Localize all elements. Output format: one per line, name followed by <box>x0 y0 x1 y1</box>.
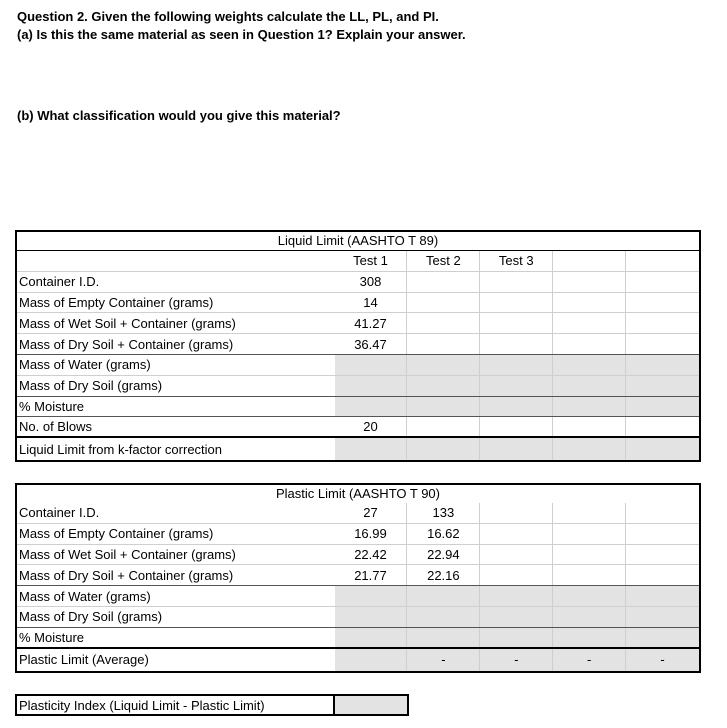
plasticity-index-row <box>15 694 409 716</box>
table-row <box>17 628 699 649</box>
cell-value[interactable]: 21.77 <box>335 565 408 585</box>
dash-value[interactable]: - <box>407 649 480 671</box>
cell-value[interactable]: 22.16 <box>407 565 480 585</box>
row-label: Mass of Wet Soil + Container (grams) <box>19 315 236 331</box>
cell-value[interactable]: 27 <box>335 503 408 523</box>
row-label: Mass of Water (grams) <box>19 357 151 373</box>
table-row <box>17 503 699 524</box>
table-row <box>17 376 699 397</box>
kfactor-label: Liquid Limit from k-factor correction <box>19 441 223 457</box>
table-row <box>17 649 699 671</box>
table-row <box>17 334 699 355</box>
cell-value[interactable]: 133 <box>407 503 480 523</box>
row-label: Mass of Dry Soil (grams) <box>19 609 163 625</box>
cell-value[interactable]: 16.99 <box>335 524 408 544</box>
table-row <box>17 565 699 586</box>
table-row <box>17 272 699 293</box>
plasticity-index-label: Plasticity Index (Liquid Limit - Plastic Limit) <box>17 696 335 714</box>
dash-value[interactable]: - <box>553 649 626 671</box>
table-row <box>17 438 699 460</box>
cell-value[interactable]: 22.42 <box>335 545 408 565</box>
table-row <box>17 313 699 334</box>
row-label: Container I.D. <box>19 505 100 521</box>
row-label: No. of Blows <box>19 419 92 435</box>
row-label: Mass of Empty Container (grams) <box>19 526 214 542</box>
row-label: Container I.D. <box>19 274 100 290</box>
cell-value[interactable]: 20 <box>335 417 408 436</box>
cell-value[interactable]: 41.27 <box>335 313 408 333</box>
row-label: Mass of Dry Soil + Container (grams) <box>19 567 234 583</box>
table-row <box>17 524 699 545</box>
cell-value[interactable]: 36.47 <box>335 334 408 354</box>
question-part-a: (a) Is this the same material as seen in Question 1? Explain your answer. <box>17 27 466 42</box>
table-row <box>17 607 699 628</box>
plastic-limit-title: Plastic Limit (AASHTO T 90) <box>276 486 440 501</box>
dash-value[interactable]: - <box>626 649 699 671</box>
table-row <box>17 397 699 418</box>
header-row <box>17 251 699 272</box>
plasticity-index-value[interactable] <box>335 696 407 714</box>
question-header: Question 2. Given the following weights calculate the LL, PL, and PI. <box>17 9 439 24</box>
row-label: Mass of Wet Soil + Container (grams) <box>19 546 236 562</box>
table-row <box>17 417 699 438</box>
question-part-b: (b) What classification would you give this material? <box>17 108 341 123</box>
table-row <box>17 586 699 607</box>
cell-value[interactable] <box>335 355 408 375</box>
plastic-limit-table <box>15 483 701 673</box>
table-row <box>17 355 699 376</box>
row-label: Mass of Dry Soil + Container (grams) <box>19 336 234 352</box>
dash-value[interactable]: - <box>480 649 553 671</box>
cell-value[interactable] <box>335 376 408 396</box>
cell-value[interactable]: 16.62 <box>407 524 480 544</box>
cell-value[interactable]: 308 <box>335 272 408 292</box>
table-row <box>17 545 699 566</box>
header-test-3: Test 3 <box>480 251 553 271</box>
cell-value[interactable]: 14 <box>335 293 408 313</box>
header-test-1: Test 1 <box>335 251 408 271</box>
cell-value[interactable] <box>335 397 408 417</box>
cell-value[interactable]: 22.94 <box>407 545 480 565</box>
row-label: % Moisture <box>19 398 85 414</box>
row-label: Mass of Dry Soil (grams) <box>19 378 163 394</box>
row-label: % Moisture <box>19 629 85 645</box>
average-label: Plastic Limit (Average) <box>19 652 149 668</box>
liquid-limit-table <box>15 230 701 462</box>
row-label: Mass of Empty Container (grams) <box>19 294 214 310</box>
row-label: Mass of Water (grams) <box>19 588 151 604</box>
liquid-limit-title: Liquid Limit (AASHTO T 89) <box>17 232 699 251</box>
table-row <box>17 293 699 314</box>
header-test-2: Test 2 <box>407 251 480 271</box>
